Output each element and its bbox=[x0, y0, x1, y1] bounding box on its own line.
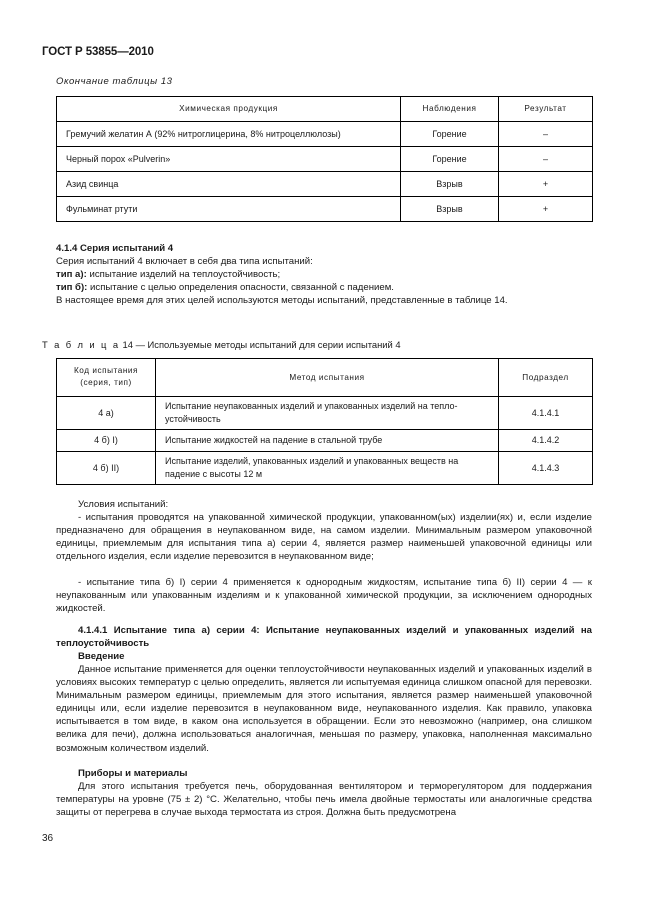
table14-header-subsection: Подраздел bbox=[499, 359, 593, 397]
conditions-para-1: - испытания проводятся на упакованной химической продукции, упакованном(ых) изделии(ях) и, если изделие предназначено для обращения в неупакованном виде, на самом изделии. Минимальным размером упаковочной единицы, приемлемым для испытания типа а) серии 4, является размер наименьшей упаковочной единицы или отдельного изделия, если изделие перевозится в неупакованном виде; bbox=[56, 512, 592, 563]
table14-cell-method: Испытание неупакованных изделий и упакованных изделий на тепло-устойчивость bbox=[156, 396, 499, 429]
table14-cell-code: 4 а) bbox=[57, 396, 156, 429]
table13-header-result: Результат bbox=[499, 97, 593, 122]
table14-caption-prefix: Т а б л и ц а bbox=[42, 339, 120, 350]
type-b-label: тип б): bbox=[56, 282, 88, 293]
table13-cell-product: Гремучий желатин А (92% нитроглицерина, 8% нитроцеллюлозы) bbox=[57, 122, 401, 147]
table14-cell-code: 4 б) II) bbox=[57, 451, 156, 484]
table13-cell-product: Азид свинца bbox=[57, 172, 401, 197]
section-4141-equipment-body: Для этого испытания требуется печь, оборудованная вентилятором и терморегулятором для поддержания температуры на уровне (75 ± 2) °С. Желательно, чтобы печь имела двойные термостаты или аналогичные средства защиты от перегрева в случае выхода термостата из строя. Должна быть предусмотрена bbox=[56, 781, 592, 819]
table14-header-code-line2: (серия, тип) bbox=[80, 378, 132, 388]
table-row bbox=[57, 172, 593, 197]
table14-caption bbox=[42, 339, 401, 350]
table13-cell-result: – bbox=[499, 122, 593, 147]
table13-caption: Окончание таблицы 13 bbox=[56, 76, 173, 87]
table-row bbox=[57, 451, 593, 484]
table14-cell-method: Испытание изделий, упакованных изделий и упакованных веществ на падение с высоты 12 м bbox=[156, 451, 499, 484]
table13-cell-result: – bbox=[499, 147, 593, 172]
section-414-heading: 4.1.4 Серия испытаний 4 bbox=[56, 243, 174, 254]
table13-header-product: Химическая продукция bbox=[57, 97, 401, 122]
section-4141-intro-title: Введение bbox=[78, 651, 125, 662]
section-4141-heading: 4.1.4.1 Испытание типа а) серии 4: Испытание неупакованных изделий и упакованных изделий на теплоустойчивость bbox=[56, 625, 592, 650]
table-14 bbox=[56, 358, 593, 485]
section-4141-intro-body: Данное испытание применяется для оценки теплоустойчивости неупакованных изделий и упакованных изделий в условиях высоких температур с целью определить, является ли испытуемая единица слишком опасной для перевозки. Минимальным размером единицы, приемлемым для этого испытания, является размер наименьшей упаковочной единицы или, если изделие перевозится в неупакованном виде, неупакованного изделия. Как правило, упаковка испытывается в том виде, в каком она используется в обращении. Если это невозможно (например, она слишком велика для печи), должна использоваться аналогичная, меньшая по размеру, упаковка, наполненная максимально возможным количеством изделий. bbox=[56, 664, 592, 754]
table-row bbox=[57, 147, 593, 172]
table-13 bbox=[56, 96, 593, 222]
section-4141-equipment-title: Приборы и материалы bbox=[78, 768, 188, 779]
table-row bbox=[57, 429, 593, 451]
table14-cell-code: 4 б) I) bbox=[57, 429, 156, 451]
section-414-type-a bbox=[56, 268, 592, 281]
page-number: 36 bbox=[42, 833, 54, 844]
conditions-title: Условия испытаний: bbox=[78, 499, 169, 510]
table13-cell-observation: Взрыв bbox=[401, 172, 499, 197]
table-header-row bbox=[57, 359, 593, 397]
table14-header-code bbox=[57, 359, 156, 397]
table-header-row bbox=[57, 97, 593, 122]
conditions-para-2: - испытание типа б) I) серии 4 применяется к однородным жидкостям, испытание типа б) II) серии 4 — к неупакованным или упакованным изделиям и к упакованной химической продукции, за исключением однородных жидкостей. bbox=[56, 577, 592, 615]
table14-header-method: Метод испытания bbox=[156, 359, 499, 397]
table13-cell-observation: Взрыв bbox=[401, 197, 499, 222]
table14-cell-subsection: 4.1.4.3 bbox=[499, 451, 593, 484]
table13-cell-result: + bbox=[499, 197, 593, 222]
type-b-text: испытание с целью определения опасности, связанной с падением. bbox=[87, 282, 394, 293]
table14-caption-text: 14 — Используемые методы испытаний для серии испытаний 4 bbox=[122, 339, 401, 350]
table13-cell-result: + bbox=[499, 172, 593, 197]
type-a-label: тип а): bbox=[56, 269, 87, 280]
section-414-type-b bbox=[56, 281, 592, 294]
running-head: ГОСТ Р 53855—2010 bbox=[42, 46, 154, 58]
table14-header-code-line1: Код испытания bbox=[73, 366, 139, 375]
table13-cell-observation: Горение bbox=[401, 147, 499, 172]
table14-cell-method: Испытание жидкостей на падение в стальной трубе bbox=[156, 429, 499, 451]
table-row bbox=[57, 122, 593, 147]
table13-cell-product: Фульминат ртути bbox=[57, 197, 401, 222]
table13-cell-product: Черный порох «Pulverin» bbox=[57, 147, 401, 172]
table14-cell-subsection: 4.1.4.1 bbox=[499, 396, 593, 429]
section-414-line1: Серия испытаний 4 включает в себя два типа испытаний: bbox=[56, 256, 313, 267]
table-row bbox=[57, 197, 593, 222]
section-414-line4: В настоящее время для этих целей используются методы испытаний, представленные в таблице 14. bbox=[56, 295, 508, 306]
table14-cell-subsection: 4.1.4.2 bbox=[499, 429, 593, 451]
type-a-text: испытание изделий на теплоустойчивость; bbox=[86, 269, 281, 280]
table13-cell-observation: Горение bbox=[401, 122, 499, 147]
table-row bbox=[57, 396, 593, 429]
table13-header-observation: Наблюдения bbox=[401, 97, 499, 122]
